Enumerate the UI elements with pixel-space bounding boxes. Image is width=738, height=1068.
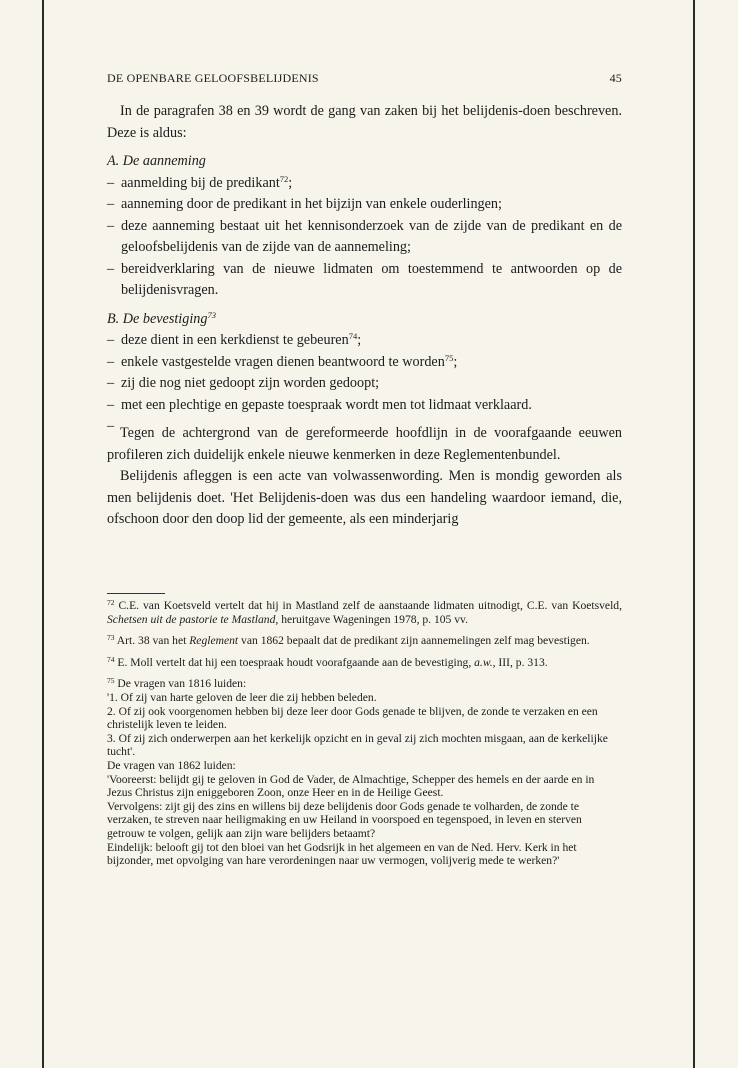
body-paragraph: Tegen de achtergrond van de gereformeerde hoofdlijn in de voorafgaande eeuwen profileren zich duidelijk enkele nieuwe kenmerken in deze Reglementenbundel. <box>107 425 622 463</box>
list-item: – met een plechtige en gepaste toespraak wordt men tot lidmaat verklaard. <box>107 395 622 417</box>
footnote-ref: 74 <box>348 331 358 341</box>
dash-marker: – <box>107 418 115 434</box>
footnote-line: 2. Of zij ook voorgenomen hebben bij deze leer door Gods genade te blijven, de zonde te verzaken en een christelijk leven te leiden. <box>107 704 598 732</box>
running-title: DE OPENBARE GELOOFSBELIJDENIS <box>107 71 319 85</box>
list-item: – enkele vastgestelde vragen dienen beantwoord te worden$^{75}$; <box>107 352 622 374</box>
footnote-line: 'Vooreerst: belijdt gij te geloven in God de Vader, de Almachtige, Schepper des hemels en der aarde en in Jezus Christus zijn eniggeboren Zoon, onze Heer en in de Heilige Geest. <box>107 772 595 800</box>
footnote-separator <box>107 593 165 594</box>
dash-marker: – <box>107 396 115 413</box>
dash-marker: – <box>107 375 115 391</box>
footnote-line: '1. Of zij van harte geloven de leer die zij hebben beleden. <box>107 690 377 704</box>
list-item: – aanmelding bij de predikant$^{72}$; <box>107 173 622 195</box>
intro-paragraph: In de paragrafen 38 en 39 wordt de gang van zaken bij het belijdenis-doen beschreven. Deze is aldus: <box>107 103 622 141</box>
dash-marker: – <box>107 196 115 212</box>
footnote-ref: 73 <box>207 309 216 320</box>
footnote-number: 73 <box>107 633 115 643</box>
footnote-75 <box>107 677 622 867</box>
footnote-number: 74 <box>107 654 115 664</box>
page-number: 45 <box>609 71 622 85</box>
section-a-heading: A. De aanneming <box>107 153 206 169</box>
footnote-line: De vragen van 1862 luiden: <box>107 758 236 772</box>
list-item: – deze aanneming bestaat uit het kennisonderzoek van de zijde van de predikant en de geloofsbelijdenis van de zijde van de aannemeling; <box>107 217 622 255</box>
footnote-ref: 75 <box>444 352 454 363</box>
footnote-ref: 72 <box>279 173 289 184</box>
section-b-heading: B. De bevestiging$^{73}$ <box>107 309 216 327</box>
list-item: – zij die nog niet gedoopt zijn worden gedoopt; <box>107 373 622 395</box>
page-edge-right <box>693 0 695 1068</box>
footnote-73: $^{73}$ Art. 38 van het Reglement van 1862 bepaalt dat de predikant zijn aannemelingen zelf mag bevestigen. <box>107 633 590 648</box>
list-item: – deze dient in een kerkdienst te gebeuren$^{74}$; <box>107 330 622 352</box>
section-a-list <box>107 173 622 302</box>
list-item: – bereidverklaring van de nieuwe lidmaten om toestemmend te antwoorden op de belijdenisvragen. <box>107 260 622 298</box>
footnote-line: Vervolgens: zijt gij des zins en willens bij deze belijdenis door Gods genade te volharden, de zonde te verzaken, te streven naar heiligmaking en uw Heiland in voorspoed en tegenspoed, in leven en sterven getrouw te volgen, gelijk aan zijn ware belijders betaamt? <box>107 799 582 840</box>
footnote-number: 75 <box>107 676 115 686</box>
section-b-list <box>107 330 622 434</box>
dash-marker: – <box>107 217 115 234</box>
footnote-number: 72 <box>107 598 115 607</box>
footnotes <box>107 599 622 868</box>
dash-marker: – <box>107 353 115 370</box>
main-text <box>107 101 622 531</box>
dash-marker: – <box>107 174 115 191</box>
running-header <box>107 71 622 89</box>
body-paragraph: Belijdenis afleggen is een acte van volwassenwording. Men is mondig geworden als men belijdenis doet. 'Het Belijdenis-doen was dus een handeling waardoor iemand, die, ofschoon door den doop lid der gemeente, als een minderjarig <box>107 468 622 527</box>
footnote-line: Eindelijk: belooft gij tot den bloei van het Godsrijk in het algemeen en van de Ned. Herv. Kerk in het bijzonder, met opvolging van hare verordeningen naar uw vermogen, volijverig mede te werken?' <box>107 840 577 868</box>
dash-marker: – <box>107 260 115 277</box>
footnote-line: $^{75}$ De vragen van 1816 luiden: <box>107 676 247 691</box>
page-edge-left <box>42 0 44 1068</box>
list-item: – aanneming door de predikant in het bijzijn van enkele ouderlingen; <box>107 194 622 216</box>
dash-marker: – <box>107 332 115 348</box>
footnote-74: $^{74}$ E. Moll vertelt dat hij een toespraak houdt voorafgaande aan de bevestiging, a.w., III, p. 313. <box>107 654 548 669</box>
footnote-line: 3. Of zij zich onderwerpen aan het kerkelijk opzicht en in geval zij zich mochten misgaan, aan de kerkelijke tucht'. <box>107 731 608 759</box>
footnote-72: $^{72}$ C.E. van Koetsveld vertelt dat hij in Mastland zelf de aanstaande lidmaten uitnodigt, C.E. van Koetsveld, Schetsen uit de pastorie te Mastland, heruitgave Wageningen 1978, p. 105 vv. <box>107 598 622 626</box>
